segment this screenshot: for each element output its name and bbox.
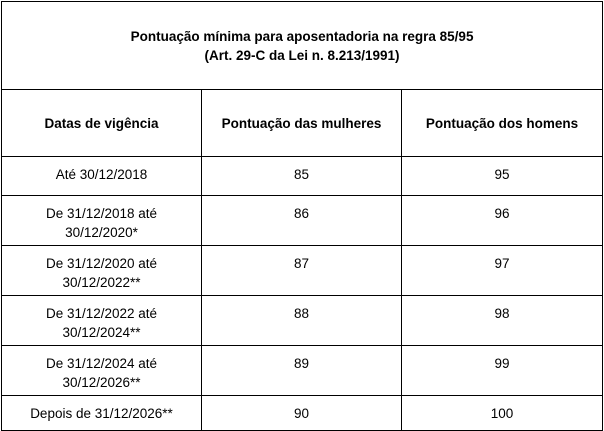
table-title-line-1: Pontuação mínima para aposentadoria na regra 85/95	[130, 28, 474, 44]
table-row	[2, 196, 603, 246]
cell-dates-line-2: 30/12/2026**	[62, 375, 141, 390]
cell-dates-line-1: De 31/12/2018 até	[45, 206, 158, 221]
cell-women: 85	[202, 157, 402, 196]
table-row	[2, 246, 603, 296]
header-dates: Datas de vigência	[2, 90, 202, 157]
header-women: Pontuação das mulheres	[202, 90, 402, 157]
cell-men: 97	[402, 246, 603, 296]
title-row	[2, 2, 603, 90]
retirement-score-table	[1, 1, 603, 431]
table-row	[2, 157, 603, 196]
cell-men: 98	[402, 296, 603, 346]
cell-dates-line-1: De 31/12/2022 até	[45, 306, 158, 321]
cell-dates	[2, 157, 202, 196]
header-row	[2, 90, 603, 157]
cell-dates-line-1: De 31/12/2024 até	[45, 356, 158, 371]
table-title	[2, 2, 603, 90]
cell-dates	[2, 246, 202, 296]
cell-dates	[2, 296, 202, 346]
table-title-line-2: (Art. 29-C da Lei n. 8.213/1991)	[204, 47, 400, 63]
cell-dates	[2, 196, 202, 246]
cell-women: 88	[202, 296, 402, 346]
cell-dates-line-1: De 31/12/2020 até	[45, 256, 158, 271]
cell-dates-line-2: 30/12/2022**	[62, 275, 141, 290]
cell-men: 95	[402, 157, 603, 196]
table-row	[2, 296, 603, 346]
cell-dates-line-1: Até 30/12/2018	[55, 167, 148, 182]
table-row	[2, 396, 603, 431]
cell-women: 87	[202, 246, 402, 296]
cell-dates-line-2: 30/12/2024**	[62, 325, 141, 340]
table-row	[2, 346, 603, 396]
cell-dates	[2, 396, 202, 431]
cell-dates-line-1: Depois de 31/12/2026**	[30, 406, 173, 421]
cell-women: 86	[202, 196, 402, 246]
cell-dates-line-2: 30/12/2020*	[65, 225, 138, 240]
cell-women: 89	[202, 346, 402, 396]
header-men: Pontuação dos homens	[402, 90, 603, 157]
cell-dates	[2, 346, 202, 396]
cell-women: 90	[202, 396, 402, 431]
cell-men: 100	[402, 396, 603, 431]
cell-men: 99	[402, 346, 603, 396]
cell-men: 96	[402, 196, 603, 246]
